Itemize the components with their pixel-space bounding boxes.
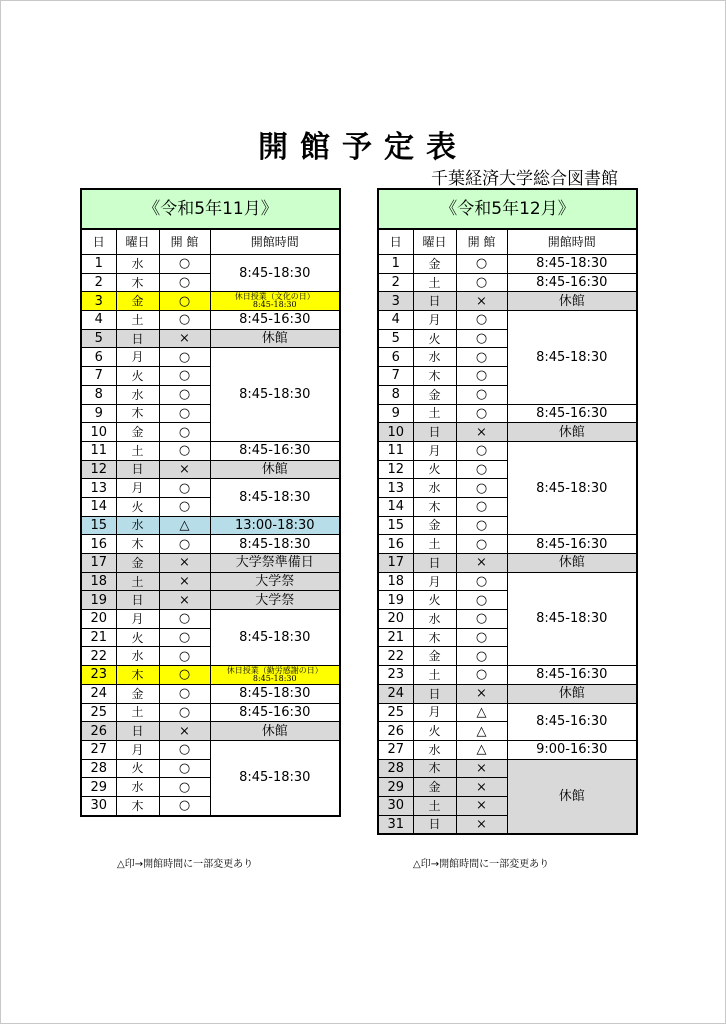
col-open: 開 館 — [456, 229, 507, 255]
open-status: ○ — [456, 404, 507, 423]
open-status: × — [159, 722, 210, 741]
open-status: ○ — [456, 311, 507, 330]
weekday-cell: 金 — [116, 423, 159, 442]
weekday-cell: 金 — [116, 554, 159, 573]
day-cell: 5 — [378, 329, 413, 348]
weekday-cell: 土 — [116, 311, 159, 330]
weekday-cell: 土 — [413, 535, 456, 554]
hours-cell: 8:45-16:30 — [210, 441, 340, 460]
open-status: ○ — [456, 535, 507, 554]
hours-cell: 大学祭 — [210, 591, 340, 610]
weekday-cell: 日 — [116, 329, 159, 348]
hours-cell: 9:00-16:30 — [507, 740, 637, 759]
open-status: ○ — [456, 255, 507, 274]
hours-cell: 8:45-18:30 — [210, 740, 340, 815]
weekday-cell: 水 — [413, 740, 456, 759]
hours-cell: 大学祭 — [210, 572, 340, 591]
weekday-cell: 月 — [116, 610, 159, 629]
day-cell: 29 — [378, 778, 413, 797]
day-cell: 3 — [81, 292, 116, 311]
day-cell: 31 — [378, 815, 413, 834]
open-status: ○ — [159, 759, 210, 778]
open-status: △ — [159, 516, 210, 535]
weekday-cell: 火 — [116, 628, 159, 647]
day-cell: 21 — [378, 628, 413, 647]
col-day: 日 — [378, 229, 413, 255]
open-status: ○ — [456, 273, 507, 292]
day-cell: 6 — [378, 348, 413, 367]
weekday-cell: 火 — [413, 460, 456, 479]
hours-cell: 8:45-18:30 — [507, 572, 637, 665]
hours-cell: 8:45-16:30 — [507, 404, 637, 423]
open-status: ○ — [159, 311, 210, 330]
open-status: ○ — [159, 684, 210, 703]
day-cell: 11 — [81, 441, 116, 460]
weekday-cell: 水 — [413, 610, 456, 629]
day-cell: 8 — [81, 385, 116, 404]
weekday-cell: 月 — [116, 479, 159, 498]
weekday-cell: 木 — [116, 404, 159, 423]
weekday-cell: 土 — [413, 666, 456, 685]
open-status: × — [456, 684, 507, 703]
weekday-cell: 土 — [413, 404, 456, 423]
weekday-cell: 金 — [413, 255, 456, 274]
day-cell: 12 — [378, 460, 413, 479]
december-table — [377, 188, 638, 835]
december-header: 《令和5年12月》 — [378, 189, 637, 229]
open-status: ○ — [159, 628, 210, 647]
day-cell: 7 — [378, 367, 413, 386]
hours-cell — [210, 666, 340, 685]
open-status: ○ — [456, 666, 507, 685]
open-status: ○ — [159, 441, 210, 460]
weekday-cell: 水 — [413, 479, 456, 498]
hours-cell: 休館 — [507, 684, 637, 703]
weekday-cell: 火 — [116, 759, 159, 778]
open-status: ○ — [159, 610, 210, 629]
weekday-cell: 水 — [116, 647, 159, 666]
day-cell: 27 — [378, 740, 413, 759]
open-status: ○ — [456, 385, 507, 404]
col-weekday: 曜日 — [413, 229, 456, 255]
day-cell: 5 — [81, 329, 116, 348]
weekday-cell: 日 — [413, 554, 456, 573]
day-cell: 2 — [378, 273, 413, 292]
open-status: ○ — [456, 329, 507, 348]
day-cell: 7 — [81, 367, 116, 386]
day-cell: 3 — [378, 292, 413, 311]
day-cell: 4 — [378, 311, 413, 330]
page-title: 開館予定表 — [258, 130, 468, 165]
hours-cell: 休館 — [210, 460, 340, 479]
day-cell: 24 — [378, 684, 413, 703]
day-cell: 2 — [81, 273, 116, 292]
weekday-cell: 金 — [413, 385, 456, 404]
day-cell: 15 — [81, 516, 116, 535]
open-status: ○ — [159, 292, 210, 311]
day-cell: 28 — [81, 759, 116, 778]
day-cell: 17 — [378, 554, 413, 573]
open-status: × — [159, 460, 210, 479]
weekday-cell: 水 — [413, 348, 456, 367]
day-cell: 19 — [378, 591, 413, 610]
open-status: × — [456, 778, 507, 797]
weekday-cell: 土 — [116, 572, 159, 591]
open-status: ○ — [456, 516, 507, 535]
hours-cell: 8:45-18:30 — [507, 441, 637, 534]
day-cell: 30 — [378, 796, 413, 815]
open-status: ○ — [456, 647, 507, 666]
open-status: × — [456, 554, 507, 573]
col-day: 日 — [81, 229, 116, 255]
col-hours: 開館時間 — [210, 229, 340, 255]
day-cell: 25 — [81, 703, 116, 722]
weekday-cell: 土 — [116, 703, 159, 722]
open-status: ○ — [456, 610, 507, 629]
hours-cell: 8:45-18:30 — [210, 684, 340, 703]
day-cell: 18 — [378, 572, 413, 591]
weekday-cell: 木 — [116, 273, 159, 292]
hours-cell: 13:00-18:30 — [210, 516, 340, 535]
day-cell: 27 — [81, 740, 116, 759]
weekday-cell: 木 — [413, 759, 456, 778]
open-status: ○ — [159, 255, 210, 274]
hours-cell: 休館 — [507, 759, 637, 834]
weekday-cell: 月 — [413, 572, 456, 591]
weekday-cell: 日 — [413, 815, 456, 834]
day-cell: 6 — [81, 348, 116, 367]
open-status: × — [456, 796, 507, 815]
day-cell: 18 — [81, 572, 116, 591]
organization-name: 千葉経済大学総合図書館 — [431, 169, 618, 189]
weekday-cell: 日 — [116, 722, 159, 741]
day-cell: 15 — [378, 516, 413, 535]
weekday-cell: 土 — [413, 796, 456, 815]
hours-note: 休日授業（勤労感謝の日） — [226, 665, 323, 675]
day-cell: 1 — [378, 255, 413, 274]
open-status: ○ — [456, 460, 507, 479]
weekday-cell: 火 — [413, 591, 456, 610]
hours-cell: 8:45-18:30 — [210, 610, 340, 666]
weekday-cell: 火 — [413, 329, 456, 348]
day-cell: 30 — [81, 796, 116, 815]
open-status: ○ — [456, 591, 507, 610]
weekday-cell: 月 — [413, 311, 456, 330]
weekday-cell: 金 — [413, 647, 456, 666]
weekday-cell: 木 — [413, 628, 456, 647]
open-status: ○ — [159, 778, 210, 797]
day-cell: 25 — [378, 703, 413, 722]
open-status: ○ — [159, 497, 210, 516]
hours-cell: 休館 — [210, 722, 340, 741]
hours-time: 8:45-18:30 — [252, 673, 297, 683]
weekday-cell: 金 — [116, 292, 159, 311]
hours-cell — [210, 292, 340, 311]
day-cell: 28 — [378, 759, 413, 778]
open-status: ○ — [159, 647, 210, 666]
open-status: × — [159, 329, 210, 348]
day-cell: 20 — [81, 610, 116, 629]
open-status: ○ — [159, 796, 210, 815]
open-status: ○ — [159, 666, 210, 685]
hours-time: 8:45-18:30 — [252, 300, 297, 310]
col-hours: 開館時間 — [507, 229, 637, 255]
weekday-cell: 日 — [413, 684, 456, 703]
weekday-cell: 火 — [116, 367, 159, 386]
hours-cell: 8:45-18:30 — [507, 311, 637, 404]
weekday-cell: 日 — [116, 460, 159, 479]
open-status: ○ — [456, 367, 507, 386]
open-status: ○ — [159, 479, 210, 498]
day-cell: 14 — [378, 497, 413, 516]
day-cell: 26 — [81, 722, 116, 741]
hours-cell: 8:45-16:30 — [507, 666, 637, 685]
hours-cell: 休館 — [507, 292, 637, 311]
open-status: ○ — [159, 273, 210, 292]
open-status: ○ — [159, 535, 210, 554]
weekday-cell: 月 — [116, 348, 159, 367]
hours-cell: 8:45-18:30 — [210, 479, 340, 516]
open-status: ○ — [456, 348, 507, 367]
weekday-cell: 木 — [413, 497, 456, 516]
hours-cell: 8:45-18:30 — [210, 535, 340, 554]
hours-cell: 8:45-16:30 — [507, 703, 637, 740]
weekday-cell: 水 — [116, 516, 159, 535]
day-cell: 23 — [81, 666, 116, 685]
weekday-cell: 水 — [116, 778, 159, 797]
open-status: × — [456, 815, 507, 834]
day-cell: 9 — [81, 404, 116, 423]
open-status: ○ — [159, 423, 210, 442]
day-cell: 17 — [81, 554, 116, 573]
day-cell: 20 — [378, 610, 413, 629]
day-cell: 14 — [81, 497, 116, 516]
open-status: × — [456, 292, 507, 311]
col-weekday: 曜日 — [116, 229, 159, 255]
weekday-cell: 金 — [116, 684, 159, 703]
day-cell: 10 — [81, 423, 116, 442]
weekday-cell: 木 — [413, 367, 456, 386]
day-cell: 9 — [378, 404, 413, 423]
open-status: △ — [456, 703, 507, 722]
open-status: ○ — [159, 703, 210, 722]
open-status: ○ — [159, 740, 210, 759]
hours-cell: 8:45-18:30 — [210, 348, 340, 441]
open-status: △ — [456, 740, 507, 759]
weekday-cell: 日 — [413, 292, 456, 311]
hours-cell: 8:45-18:30 — [507, 255, 637, 274]
col-open: 開 館 — [159, 229, 210, 255]
open-status: ○ — [456, 572, 507, 591]
day-cell: 29 — [81, 778, 116, 797]
hours-note: 休日授業（文化の日） — [234, 292, 315, 302]
open-status: △ — [456, 722, 507, 741]
day-cell: 22 — [378, 647, 413, 666]
weekday-cell: 火 — [413, 722, 456, 741]
open-status: ○ — [456, 497, 507, 516]
weekday-cell: 日 — [116, 591, 159, 610]
hours-cell: 8:45-16:30 — [507, 535, 637, 554]
weekday-cell: 月 — [413, 703, 456, 722]
november-table — [80, 188, 341, 817]
day-cell: 8 — [378, 385, 413, 404]
day-cell: 24 — [81, 684, 116, 703]
day-cell: 26 — [378, 722, 413, 741]
weekday-cell: 月 — [116, 740, 159, 759]
hours-cell: 8:45-16:30 — [507, 273, 637, 292]
weekday-cell: 木 — [116, 796, 159, 815]
open-status: ○ — [159, 385, 210, 404]
open-status: × — [159, 554, 210, 573]
weekday-cell: 金 — [413, 516, 456, 535]
day-cell: 21 — [81, 628, 116, 647]
weekday-cell: 木 — [116, 535, 159, 554]
hours-cell: 休館 — [507, 423, 637, 442]
day-cell: 23 — [378, 666, 413, 685]
day-cell: 16 — [81, 535, 116, 554]
weekday-cell: 木 — [116, 666, 159, 685]
weekday-cell: 日 — [413, 423, 456, 442]
hours-cell: 休館 — [210, 329, 340, 348]
hours-cell: 8:45-16:30 — [210, 703, 340, 722]
open-status: ○ — [159, 348, 210, 367]
hours-cell: 8:45-16:30 — [210, 311, 340, 330]
day-cell: 22 — [81, 647, 116, 666]
open-status: ○ — [456, 479, 507, 498]
open-status: × — [159, 572, 210, 591]
day-cell: 12 — [81, 460, 116, 479]
day-cell: 16 — [378, 535, 413, 554]
november-header: 《令和5年11月》 — [81, 189, 340, 229]
open-status: ○ — [456, 628, 507, 647]
weekday-cell: 水 — [116, 385, 159, 404]
november-note: △印→開館時間に一部変更あり — [117, 859, 254, 870]
open-status: ○ — [159, 367, 210, 386]
december-note: △印→開館時間に一部変更あり — [413, 859, 550, 870]
weekday-cell: 火 — [116, 497, 159, 516]
hours-cell: 大学祭準備日 — [210, 554, 340, 573]
day-cell: 10 — [378, 423, 413, 442]
hours-cell: 休館 — [507, 554, 637, 573]
open-status: ○ — [456, 441, 507, 460]
day-cell: 11 — [378, 441, 413, 460]
weekday-cell: 金 — [413, 778, 456, 797]
weekday-cell: 土 — [413, 273, 456, 292]
day-cell: 4 — [81, 311, 116, 330]
weekday-cell: 月 — [413, 441, 456, 460]
day-cell: 13 — [81, 479, 116, 498]
day-cell: 1 — [81, 255, 116, 274]
weekday-cell: 土 — [116, 441, 159, 460]
open-status: ○ — [159, 404, 210, 423]
open-status: × — [456, 759, 507, 778]
open-status: × — [456, 423, 507, 442]
day-cell: 19 — [81, 591, 116, 610]
weekday-cell: 水 — [116, 255, 159, 274]
hours-cell: 8:45-18:30 — [210, 255, 340, 292]
day-cell: 13 — [378, 479, 413, 498]
open-status: × — [159, 591, 210, 610]
